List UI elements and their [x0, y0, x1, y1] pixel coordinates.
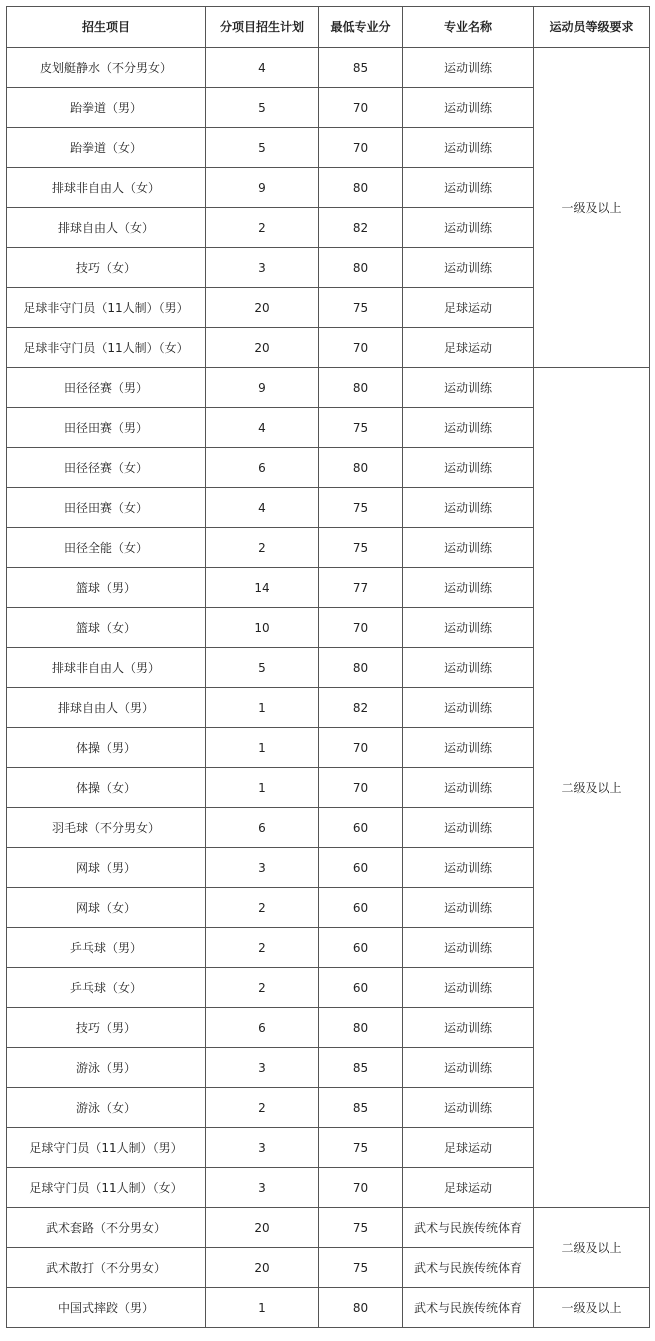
- cell-major: 运动训练: [403, 1048, 534, 1088]
- cell-project: 排球自由人（男）: [7, 688, 206, 728]
- cell-min-score: 70: [319, 128, 403, 168]
- cell-major: 足球运动: [403, 328, 534, 368]
- cell-project: 网球（女）: [7, 888, 206, 928]
- cell-project: 体操（女）: [7, 768, 206, 808]
- cell-major: 运动训练: [403, 1088, 534, 1128]
- cell-min-score: 77: [319, 568, 403, 608]
- cell-min-score: 70: [319, 1168, 403, 1208]
- cell-project: 技巧（女）: [7, 248, 206, 288]
- cell-major: 运动训练: [403, 1008, 534, 1048]
- cell-min-score: 60: [319, 888, 403, 928]
- cell-level-requirement: 一级及以上: [534, 1288, 650, 1328]
- cell-plan: 4: [206, 48, 319, 88]
- cell-project: 技巧（男）: [7, 1008, 206, 1048]
- cell-project: 羽毛球（不分男女）: [7, 808, 206, 848]
- cell-project: 田径田赛（女）: [7, 488, 206, 528]
- cell-plan: 2: [206, 888, 319, 928]
- cell-plan: 5: [206, 128, 319, 168]
- cell-plan: 2: [206, 208, 319, 248]
- cell-min-score: 75: [319, 488, 403, 528]
- cell-min-score: 80: [319, 368, 403, 408]
- cell-major: 足球运动: [403, 1128, 534, 1168]
- table-row: [7, 1208, 650, 1248]
- cell-min-score: 82: [319, 688, 403, 728]
- cell-plan: 6: [206, 808, 319, 848]
- cell-level-requirement: 二级及以上: [534, 368, 650, 1208]
- cell-min-score: 80: [319, 168, 403, 208]
- cell-plan: 20: [206, 1208, 319, 1248]
- cell-min-score: 60: [319, 808, 403, 848]
- table-body: [7, 48, 650, 1328]
- cell-project: 网球（男）: [7, 848, 206, 888]
- cell-project: 排球自由人（女）: [7, 208, 206, 248]
- cell-plan: 4: [206, 408, 319, 448]
- cell-project: 田径径赛（女）: [7, 448, 206, 488]
- cell-major: 运动训练: [403, 368, 534, 408]
- cell-major: 运动训练: [403, 128, 534, 168]
- cell-plan: 20: [206, 288, 319, 328]
- cell-plan: 3: [206, 1168, 319, 1208]
- cell-plan: 6: [206, 1008, 319, 1048]
- cell-min-score: 75: [319, 1128, 403, 1168]
- cell-plan: 9: [206, 168, 319, 208]
- cell-project: 乒乓球（女）: [7, 968, 206, 1008]
- cell-min-score: 85: [319, 1048, 403, 1088]
- cell-major: 运动训练: [403, 488, 534, 528]
- cell-project: 跆拳道（男）: [7, 88, 206, 128]
- cell-min-score: 60: [319, 848, 403, 888]
- cell-plan: 14: [206, 568, 319, 608]
- cell-major: 武术与民族传统体育: [403, 1288, 534, 1328]
- cell-major: 运动训练: [403, 888, 534, 928]
- cell-plan: 6: [206, 448, 319, 488]
- cell-plan: 3: [206, 1128, 319, 1168]
- cell-plan: 1: [206, 1288, 319, 1328]
- cell-project: 篮球（男）: [7, 568, 206, 608]
- cell-min-score: 80: [319, 1288, 403, 1328]
- cell-level-requirement: 一级及以上: [534, 48, 650, 368]
- cell-min-score: 80: [319, 1008, 403, 1048]
- cell-project: 游泳（男）: [7, 1048, 206, 1088]
- cell-major: 运动训练: [403, 88, 534, 128]
- table-row: [7, 48, 650, 88]
- cell-plan: 5: [206, 88, 319, 128]
- cell-major: 运动训练: [403, 688, 534, 728]
- header-plan: 分项目招生计划: [206, 7, 319, 48]
- cell-plan: 2: [206, 528, 319, 568]
- cell-project: 足球守门员（11人制）（女）: [7, 1168, 206, 1208]
- cell-min-score: 60: [319, 968, 403, 1008]
- header-level: 运动员等级要求: [534, 7, 650, 48]
- cell-project: 体操（男）: [7, 728, 206, 768]
- cell-min-score: 70: [319, 88, 403, 128]
- cell-major: 运动训练: [403, 728, 534, 768]
- cell-min-score: 85: [319, 1088, 403, 1128]
- cell-min-score: 82: [319, 208, 403, 248]
- cell-plan: 20: [206, 328, 319, 368]
- cell-major: 运动训练: [403, 208, 534, 248]
- cell-min-score: 75: [319, 408, 403, 448]
- cell-min-score: 75: [319, 288, 403, 328]
- cell-project: 篮球（女）: [7, 608, 206, 648]
- header-min-score: 最低专业分: [319, 7, 403, 48]
- cell-project: 游泳（女）: [7, 1088, 206, 1128]
- cell-project: 武术套路（不分男女）: [7, 1208, 206, 1248]
- cell-major: 运动训练: [403, 608, 534, 648]
- cell-major: 运动训练: [403, 48, 534, 88]
- cell-project: 中国式摔跤（男）: [7, 1288, 206, 1328]
- cell-plan: 3: [206, 848, 319, 888]
- cell-plan: 1: [206, 768, 319, 808]
- header-row: [7, 7, 650, 48]
- cell-major: 运动训练: [403, 168, 534, 208]
- cell-major: 运动训练: [403, 768, 534, 808]
- cell-major: 运动训练: [403, 248, 534, 288]
- cell-project: 皮划艇静水（不分男女）: [7, 48, 206, 88]
- cell-min-score: 75: [319, 1248, 403, 1288]
- cell-major: 运动训练: [403, 528, 534, 568]
- cell-major: 运动训练: [403, 408, 534, 448]
- cell-min-score: 80: [319, 648, 403, 688]
- cell-major: 足球运动: [403, 1168, 534, 1208]
- cell-project: 跆拳道（女）: [7, 128, 206, 168]
- cell-min-score: 70: [319, 728, 403, 768]
- cell-plan: 1: [206, 688, 319, 728]
- cell-level-requirement: 二级及以上: [534, 1208, 650, 1288]
- admissions-table: [6, 6, 650, 1328]
- cell-project: 足球非守门员（11人制）（女）: [7, 328, 206, 368]
- cell-major: 足球运动: [403, 288, 534, 328]
- cell-plan: 5: [206, 648, 319, 688]
- cell-plan: 2: [206, 1088, 319, 1128]
- cell-project: 武术散打（不分男女）: [7, 1248, 206, 1288]
- cell-plan: 9: [206, 368, 319, 408]
- cell-plan: 3: [206, 248, 319, 288]
- cell-major: 武术与民族传统体育: [403, 1248, 534, 1288]
- cell-major: 运动训练: [403, 848, 534, 888]
- cell-min-score: 80: [319, 448, 403, 488]
- cell-project: 排球非自由人（女）: [7, 168, 206, 208]
- cell-project: 乒乓球（男）: [7, 928, 206, 968]
- cell-min-score: 70: [319, 608, 403, 648]
- header-major: 专业名称: [403, 7, 534, 48]
- cell-major: 武术与民族传统体育: [403, 1208, 534, 1248]
- cell-plan: 1: [206, 728, 319, 768]
- cell-project: 排球非自由人（男）: [7, 648, 206, 688]
- cell-min-score: 60: [319, 928, 403, 968]
- cell-major: 运动训练: [403, 968, 534, 1008]
- cell-project: 田径全能（女）: [7, 528, 206, 568]
- cell-plan: 2: [206, 968, 319, 1008]
- cell-project: 田径径赛（男）: [7, 368, 206, 408]
- header-project: 招生项目: [7, 7, 206, 48]
- cell-min-score: 80: [319, 248, 403, 288]
- cell-plan: 10: [206, 608, 319, 648]
- cell-plan: 4: [206, 488, 319, 528]
- cell-major: 运动训练: [403, 928, 534, 968]
- cell-project: 田径田赛（男）: [7, 408, 206, 448]
- cell-min-score: 75: [319, 528, 403, 568]
- cell-major: 运动训练: [403, 808, 534, 848]
- cell-major: 运动训练: [403, 568, 534, 608]
- cell-min-score: 85: [319, 48, 403, 88]
- table-header: [7, 7, 650, 48]
- cell-project: 足球守门员（11人制）（男）: [7, 1128, 206, 1168]
- cell-plan: 3: [206, 1048, 319, 1088]
- cell-project: 足球非守门员（11人制）（男）: [7, 288, 206, 328]
- cell-min-score: 70: [319, 768, 403, 808]
- cell-major: 运动训练: [403, 648, 534, 688]
- cell-min-score: 70: [319, 328, 403, 368]
- cell-plan: 20: [206, 1248, 319, 1288]
- cell-min-score: 75: [319, 1208, 403, 1248]
- table-row: [7, 368, 650, 408]
- table-row: [7, 1288, 650, 1328]
- cell-major: 运动训练: [403, 448, 534, 488]
- cell-plan: 2: [206, 928, 319, 968]
